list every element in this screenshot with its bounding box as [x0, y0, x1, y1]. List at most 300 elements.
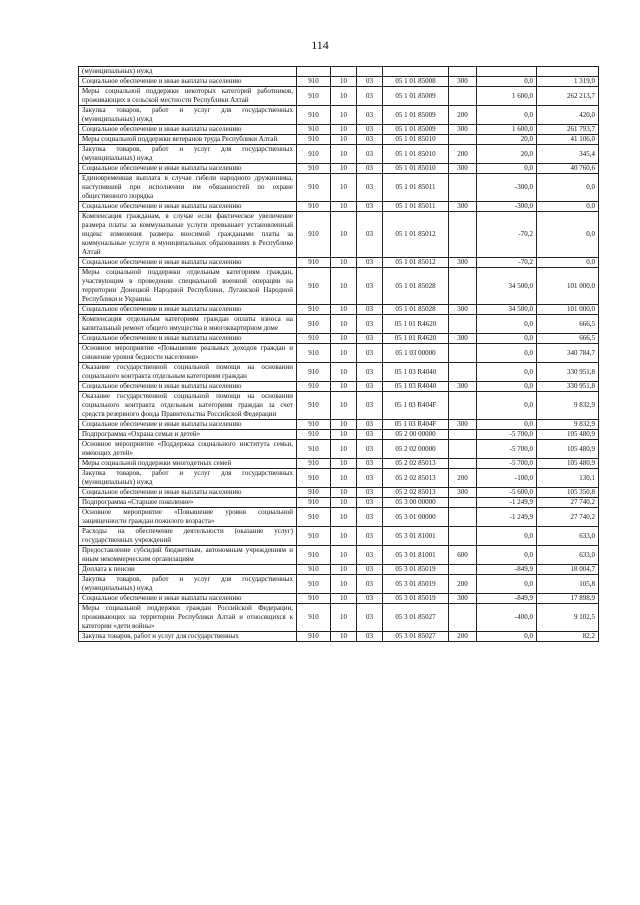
subsection-code-cell: 03	[357, 315, 383, 334]
section-code-cell: 10	[331, 604, 357, 632]
target-article-cell: 05 2 02 85013	[383, 459, 449, 469]
change-amount-cell: 0,0	[477, 382, 537, 392]
admin-code-cell: 910	[297, 212, 331, 258]
table-row	[79, 212, 599, 258]
expense-type-cell	[449, 363, 477, 382]
table-row	[79, 164, 599, 174]
expense-type-cell: 200	[449, 145, 477, 164]
change-amount-cell: 1 600,0	[477, 87, 537, 106]
section-code-cell: 10	[331, 106, 357, 125]
row-name-cell: Социальное обеспечение и иные выплаты населению	[79, 202, 297, 212]
target-article-cell: 05 1 01 R4620	[383, 334, 449, 344]
row-name-cell: Социальное обеспечение и иные выплаты населению	[79, 77, 297, 87]
table-row	[79, 527, 599, 546]
change-amount-cell: 1 600,0	[477, 125, 537, 135]
table-row	[79, 632, 599, 642]
total-amount-cell: 261 793,7	[537, 125, 599, 135]
row-name-cell: Основное мероприятие «Повышение реальных доходов граждан и снижение уровня бедности населения»	[79, 344, 297, 363]
target-article-cell: 05 1 01 85010	[383, 135, 449, 145]
section-code-cell: 10	[331, 440, 357, 459]
total-amount-cell: 0,0	[537, 258, 599, 268]
total-amount-cell: 633,0	[537, 527, 599, 546]
expense-type-cell: 200	[449, 106, 477, 125]
target-article-cell: 05 1 01 R4620	[383, 315, 449, 334]
expense-type-cell: 600	[449, 546, 477, 565]
change-amount-cell: 0,0	[477, 334, 537, 344]
table-row	[79, 469, 599, 488]
expense-type-cell	[449, 498, 477, 508]
expense-type-cell	[449, 87, 477, 106]
row-name-cell: Единовременная выплата в случае гибели народного дружинника, наступившей при исполнении им обязанностей по охране общественного порядка	[79, 174, 297, 202]
subsection-code-cell: 03	[357, 363, 383, 382]
change-amount-cell: -400,0	[477, 604, 537, 632]
section-code-cell: 10	[331, 565, 357, 575]
section-code-cell: 10	[331, 430, 357, 440]
subsection-code-cell: 03	[357, 77, 383, 87]
table-row	[79, 498, 599, 508]
target-article-cell: 05 1 01 85009	[383, 125, 449, 135]
table-row	[79, 334, 599, 344]
admin-code-cell: 910	[297, 125, 331, 135]
row-name-cell: Меры социальной поддержки отдельным категориям граждан, участвующим в проведении специальной военной операции на территории Донецкой Народной Республики, Луганской Народной Республики и Украины	[79, 268, 297, 305]
subsection-code-cell: 03	[357, 305, 383, 315]
target-article-cell: 05 1 01 85012	[383, 258, 449, 268]
admin-code-cell: 910	[297, 565, 331, 575]
subsection-code-cell: 03	[357, 106, 383, 125]
total-amount-cell: 105 480,9	[537, 459, 599, 469]
section-code-cell: 10	[331, 546, 357, 565]
subsection-code-cell: 03	[357, 344, 383, 363]
section-code-cell: 10	[331, 202, 357, 212]
target-article-cell: 05 1 01 85009	[383, 87, 449, 106]
expense-type-cell: 300	[449, 125, 477, 135]
admin-code-cell: 910	[297, 430, 331, 440]
admin-code-cell: 910	[297, 258, 331, 268]
change-amount-cell: 0,0	[477, 632, 537, 642]
section-code-cell: 10	[331, 594, 357, 604]
row-name-cell: Подпрограмма «Охрана семьи и детей»	[79, 430, 297, 440]
change-amount-cell: -70,2	[477, 258, 537, 268]
section-code-cell: 10	[331, 87, 357, 106]
change-amount-cell: 20,0	[477, 135, 537, 145]
table-row	[79, 125, 599, 135]
expense-type-cell: 300	[449, 382, 477, 392]
change-amount-cell	[477, 67, 537, 77]
table-row	[79, 145, 599, 164]
row-name-cell: Закупка товаров, работ и услуг для государственных (муниципальных) нужд	[79, 575, 297, 594]
total-amount-cell: 105 480,9	[537, 430, 599, 440]
table-row	[79, 87, 599, 106]
section-code-cell: 10	[331, 575, 357, 594]
target-article-cell: 05 1 01 85028	[383, 268, 449, 305]
subsection-code-cell: 03	[357, 459, 383, 469]
row-name-cell: Закупка товаров, работ и услуг для государственных (муниципальных) нужд	[79, 145, 297, 164]
total-amount-cell: 101 000,0	[537, 305, 599, 315]
expense-type-cell: 300	[449, 594, 477, 604]
subsection-code-cell: 03	[357, 334, 383, 344]
subsection-code-cell: 03	[357, 440, 383, 459]
total-amount-cell: 633,0	[537, 546, 599, 565]
target-article-cell: 05 1 01 85010	[383, 164, 449, 174]
expense-type-cell: 300	[449, 420, 477, 430]
row-name-cell: Меры социальной поддержки некоторых категорий работников, проживающих в сельской местности Республики Алтай	[79, 87, 297, 106]
total-amount-cell: 27 740,2	[537, 498, 599, 508]
target-article-cell: 05 2 02 00000	[383, 440, 449, 459]
row-name-cell: Социальное обеспечение и иные выплаты населению	[79, 125, 297, 135]
subsection-code-cell: 03	[357, 575, 383, 594]
budget-table	[78, 66, 599, 642]
change-amount-cell: 0,0	[477, 164, 537, 174]
row-name-cell: Закупка товаров, работ и услуг для государственных	[79, 632, 297, 642]
table-row	[79, 77, 599, 87]
row-name-cell: Социальное обеспечение и иные выплаты населению	[79, 382, 297, 392]
change-amount-cell: -1 249,9	[477, 498, 537, 508]
row-name-cell: Оказание государственной социальной помощи на основании социального контракта отдельным категориям граждан за счет средств резервного фонда Правительства Российской Федерации	[79, 392, 297, 420]
section-code-cell: 10	[331, 344, 357, 363]
row-name-cell: Оказание государственной социальной помощи на основании социального контракта отдельным категориям граждан	[79, 363, 297, 382]
table-row	[79, 565, 599, 575]
row-name-cell: Предоставление субсидий бюджетным, автономным учреждениям и иным некоммерческим организациям	[79, 546, 297, 565]
section-code-cell: 10	[331, 469, 357, 488]
total-amount-cell: 340 784,7	[537, 344, 599, 363]
change-amount-cell: 0,0	[477, 392, 537, 420]
admin-code-cell: 910	[297, 135, 331, 145]
section-code-cell: 10	[331, 488, 357, 498]
admin-code-cell: 910	[297, 344, 331, 363]
table-row	[79, 392, 599, 420]
subsection-code-cell: 03	[357, 469, 383, 488]
admin-code-cell: 910	[297, 164, 331, 174]
change-amount-cell: -1 249,9	[477, 508, 537, 527]
subsection-code-cell: 03	[357, 382, 383, 392]
section-code-cell: 10	[331, 145, 357, 164]
total-amount-cell: 9 102,5	[537, 604, 599, 632]
budget-table-body	[79, 67, 599, 642]
expense-type-cell: 300	[449, 488, 477, 498]
target-article-cell: 05 3 01 00000	[383, 508, 449, 527]
total-amount-cell: 105 480,9	[537, 440, 599, 459]
target-article-cell: 05 1 01 85008	[383, 77, 449, 87]
change-amount-cell: 0,0	[477, 546, 537, 565]
target-article-cell: 05 3 01 85019	[383, 594, 449, 604]
section-code-cell: 10	[331, 125, 357, 135]
table-row	[79, 268, 599, 305]
admin-code-cell: 910	[297, 334, 331, 344]
expense-type-cell	[449, 212, 477, 258]
section-code-cell: 10	[331, 212, 357, 258]
target-article-cell: 05 3 01 81001	[383, 546, 449, 565]
target-article-cell: 05 2 02 85013	[383, 488, 449, 498]
admin-code-cell: 910	[297, 392, 331, 420]
target-article-cell: 05 3 01 85027	[383, 604, 449, 632]
row-name-cell: Социальное обеспечение и иные выплаты населению	[79, 258, 297, 268]
admin-code-cell: 910	[297, 488, 331, 498]
table-row	[79, 508, 599, 527]
table-row	[79, 305, 599, 315]
expense-type-cell	[449, 174, 477, 202]
section-code-cell: 10	[331, 174, 357, 202]
row-name-cell: Меры социальной поддержки граждан Российской Федерации, проживающих на территории Республики Алтай и относящихся к категории «дети войны»	[79, 604, 297, 632]
subsection-code-cell: 03	[357, 268, 383, 305]
row-name-cell: (муниципальных) нужд	[79, 67, 297, 77]
table-row	[79, 488, 599, 498]
expense-type-cell: 300	[449, 334, 477, 344]
total-amount-cell	[537, 67, 599, 77]
target-article-cell: 05 1 03 R4040	[383, 382, 449, 392]
change-amount-cell: -849,9	[477, 565, 537, 575]
admin-code-cell: 910	[297, 202, 331, 212]
change-amount-cell: -70,2	[477, 212, 537, 258]
total-amount-cell: 17 898,9	[537, 594, 599, 604]
subsection-code-cell: 03	[357, 135, 383, 145]
section-code-cell: 10	[331, 305, 357, 315]
table-row	[79, 135, 599, 145]
admin-code-cell: 910	[297, 604, 331, 632]
table-row	[79, 546, 599, 565]
subsection-code-cell: 03	[357, 174, 383, 202]
target-article-cell: 05 1 01 85028	[383, 305, 449, 315]
admin-code-cell: 910	[297, 420, 331, 430]
change-amount-cell: 0,0	[477, 315, 537, 334]
subsection-code-cell: 03	[357, 632, 383, 642]
row-name-cell: Социальное обеспечение и иные выплаты населению	[79, 488, 297, 498]
subsection-code-cell: 03	[357, 508, 383, 527]
expense-type-cell: 300	[449, 77, 477, 87]
table-row	[79, 604, 599, 632]
total-amount-cell: 130,1	[537, 469, 599, 488]
section-code-cell: 10	[331, 135, 357, 145]
subsection-code-cell: 03	[357, 125, 383, 135]
section-code-cell: 10	[331, 459, 357, 469]
target-article-cell: 05 1 01 85009	[383, 106, 449, 125]
subsection-code-cell: 03	[357, 565, 383, 575]
admin-code-cell: 910	[297, 440, 331, 459]
admin-code-cell: 910	[297, 527, 331, 546]
row-name-cell: Основное мероприятие «Поддержка социального института семьи, имеющих детей»	[79, 440, 297, 459]
subsection-code-cell: 03	[357, 258, 383, 268]
admin-code-cell: 910	[297, 106, 331, 125]
target-article-cell: 05 3 01 81001	[383, 527, 449, 546]
table-row	[79, 344, 599, 363]
admin-code-cell: 910	[297, 459, 331, 469]
expense-type-cell	[449, 268, 477, 305]
target-article-cell: 05 3 01 85027	[383, 632, 449, 642]
total-amount-cell: 9 832,9	[537, 420, 599, 430]
row-name-cell: Меры социальной поддержки многодетных семей	[79, 459, 297, 469]
change-amount-cell: -5 700,0	[477, 459, 537, 469]
subsection-code-cell: 03	[357, 392, 383, 420]
change-amount-cell: -5 700,0	[477, 430, 537, 440]
change-amount-cell: -300,0	[477, 202, 537, 212]
target-article-cell: 05 1 01 85012	[383, 212, 449, 258]
change-amount-cell: 0,0	[477, 420, 537, 430]
admin-code-cell: 910	[297, 575, 331, 594]
row-name-cell: Социальное обеспечение и иные выплаты населению	[79, 334, 297, 344]
expense-type-cell	[449, 430, 477, 440]
total-amount-cell: 1 319,0	[537, 77, 599, 87]
expense-type-cell	[449, 135, 477, 145]
total-amount-cell: 666,5	[537, 334, 599, 344]
subsection-code-cell: 03	[357, 164, 383, 174]
change-amount-cell: 0,0	[477, 527, 537, 546]
change-amount-cell: 34 500,0	[477, 305, 537, 315]
section-code-cell: 10	[331, 164, 357, 174]
total-amount-cell: 345,4	[537, 145, 599, 164]
table-row	[79, 67, 599, 77]
total-amount-cell: 18 004,7	[537, 565, 599, 575]
subsection-code-cell: 03	[357, 430, 383, 440]
subsection-code-cell: 03	[357, 202, 383, 212]
total-amount-cell: 0,0	[537, 202, 599, 212]
target-article-cell: 05 3 00 00000	[383, 498, 449, 508]
subsection-code-cell: 03	[357, 498, 383, 508]
admin-code-cell: 910	[297, 268, 331, 305]
section-code-cell	[331, 67, 357, 77]
admin-code-cell	[297, 67, 331, 77]
table-row	[79, 594, 599, 604]
subsection-code-cell: 03	[357, 594, 383, 604]
total-amount-cell: 82,2	[537, 632, 599, 642]
change-amount-cell: 0,0	[477, 575, 537, 594]
change-amount-cell: 34 500,0	[477, 268, 537, 305]
target-article-cell: 05 1 03 R404F	[383, 392, 449, 420]
row-name-cell: Социальное обеспечение и иные выплаты населению	[79, 594, 297, 604]
row-name-cell: Подпрограмма «Старшее поколение»	[79, 498, 297, 508]
table-row	[79, 363, 599, 382]
expense-type-cell	[449, 67, 477, 77]
subsection-code-cell: 03	[357, 212, 383, 258]
table-row	[79, 174, 599, 202]
total-amount-cell: 105 350,8	[537, 488, 599, 498]
row-name-cell: Основное мероприятие «Повышение уровня социальной защищенности граждан пожилого возраста»	[79, 508, 297, 527]
target-article-cell: 05 1 01 85011	[383, 174, 449, 202]
change-amount-cell: 0,0	[477, 344, 537, 363]
expense-type-cell	[449, 565, 477, 575]
section-code-cell: 10	[331, 508, 357, 527]
expense-type-cell	[449, 604, 477, 632]
expense-type-cell	[449, 315, 477, 334]
expense-type-cell	[449, 392, 477, 420]
section-code-cell: 10	[331, 258, 357, 268]
row-name-cell: Доплата к пенсии	[79, 565, 297, 575]
page-number: 114	[311, 38, 329, 52]
target-article-cell: 05 1 01 85010	[383, 145, 449, 164]
table-row	[79, 440, 599, 459]
change-amount-cell: 0,0	[477, 363, 537, 382]
table-row	[79, 106, 599, 125]
row-name-cell: Социальное обеспечение и иные выплаты населению	[79, 420, 297, 430]
total-amount-cell: 330 951,8	[537, 382, 599, 392]
subsection-code-cell: 03	[357, 87, 383, 106]
expense-type-cell: 200	[449, 469, 477, 488]
section-code-cell: 10	[331, 268, 357, 305]
section-code-cell: 10	[331, 632, 357, 642]
table-row	[79, 382, 599, 392]
expense-type-cell: 300	[449, 305, 477, 315]
table-row	[79, 575, 599, 594]
total-amount-cell: 330 951,8	[537, 363, 599, 382]
admin-code-cell: 910	[297, 469, 331, 488]
expense-type-cell	[449, 508, 477, 527]
change-amount-cell: -5 700,0	[477, 440, 537, 459]
change-amount-cell: -5 600,0	[477, 488, 537, 498]
admin-code-cell: 910	[297, 594, 331, 604]
section-code-cell: 10	[331, 363, 357, 382]
admin-code-cell: 910	[297, 87, 331, 106]
table-row	[79, 430, 599, 440]
row-name-cell: Компенсация отдельным категориям граждан оплаты взноса на капитальный ремонт общего имущества в многоквартирном доме	[79, 315, 297, 334]
subsection-code-cell	[357, 67, 383, 77]
expense-type-cell	[449, 440, 477, 459]
subsection-code-cell: 03	[357, 488, 383, 498]
target-article-cell: 05 1 03 R4040	[383, 363, 449, 382]
row-name-cell: Компенсация гражданам, в случае если фактическое увеличение размера платы за коммунальные услуги превышает установленный индекс изменения размера вносимой гражданами платы за коммунальные услуги в муниципальных образованиях в Республике Алтай	[79, 212, 297, 258]
admin-code-cell: 910	[297, 174, 331, 202]
target-article-cell: 05 2 00 00000	[383, 430, 449, 440]
target-article-cell: 05 2 02 85013	[383, 469, 449, 488]
subsection-code-cell: 03	[357, 546, 383, 565]
subsection-code-cell: 03	[357, 604, 383, 632]
total-amount-cell: 666,5	[537, 315, 599, 334]
row-name-cell: Социальное обеспечение и иные выплаты населению	[79, 164, 297, 174]
change-amount-cell: 20,0	[477, 145, 537, 164]
total-amount-cell: 27 740,2	[537, 508, 599, 527]
admin-code-cell: 910	[297, 315, 331, 334]
admin-code-cell: 910	[297, 77, 331, 87]
subsection-code-cell: 03	[357, 145, 383, 164]
table-row	[79, 258, 599, 268]
section-code-cell: 10	[331, 498, 357, 508]
expense-type-cell: 300	[449, 202, 477, 212]
expense-type-cell: 200	[449, 632, 477, 642]
section-code-cell: 10	[331, 392, 357, 420]
target-article-cell	[383, 67, 449, 77]
table-row	[79, 420, 599, 430]
section-code-cell: 10	[331, 382, 357, 392]
total-amount-cell: 0,0	[537, 212, 599, 258]
row-name-cell: Закупка товаров, работ и услуг для государственных (муниципальных) нужд	[79, 469, 297, 488]
target-article-cell: 05 1 03 00000	[383, 344, 449, 363]
subsection-code-cell: 03	[357, 527, 383, 546]
section-code-cell: 10	[331, 77, 357, 87]
admin-code-cell: 910	[297, 546, 331, 565]
admin-code-cell: 910	[297, 382, 331, 392]
table-row	[79, 202, 599, 212]
total-amount-cell: 262 213,7	[537, 87, 599, 106]
expense-type-cell	[449, 459, 477, 469]
admin-code-cell: 910	[297, 632, 331, 642]
subsection-code-cell: 03	[357, 420, 383, 430]
change-amount-cell: 0,0	[477, 106, 537, 125]
admin-code-cell: 910	[297, 363, 331, 382]
section-code-cell: 10	[331, 334, 357, 344]
row-name-cell: Расходы на обеспечение деятельности (оказание услуг) государственных учреждений	[79, 527, 297, 546]
total-amount-cell: 9 832,9	[537, 392, 599, 420]
section-code-cell: 10	[331, 527, 357, 546]
admin-code-cell: 910	[297, 508, 331, 527]
total-amount-cell: 105,8	[537, 575, 599, 594]
target-article-cell: 05 1 01 85011	[383, 202, 449, 212]
total-amount-cell: 101 000,0	[537, 268, 599, 305]
target-article-cell: 05 3 01 85019	[383, 575, 449, 594]
total-amount-cell: 40 760,6	[537, 164, 599, 174]
expense-type-cell: 300	[449, 258, 477, 268]
change-amount-cell: -300,0	[477, 174, 537, 202]
total-amount-cell: 41 106,0	[537, 135, 599, 145]
table-row	[79, 315, 599, 334]
target-article-cell: 05 1 03 R404F	[383, 420, 449, 430]
change-amount-cell: -100,0	[477, 469, 537, 488]
